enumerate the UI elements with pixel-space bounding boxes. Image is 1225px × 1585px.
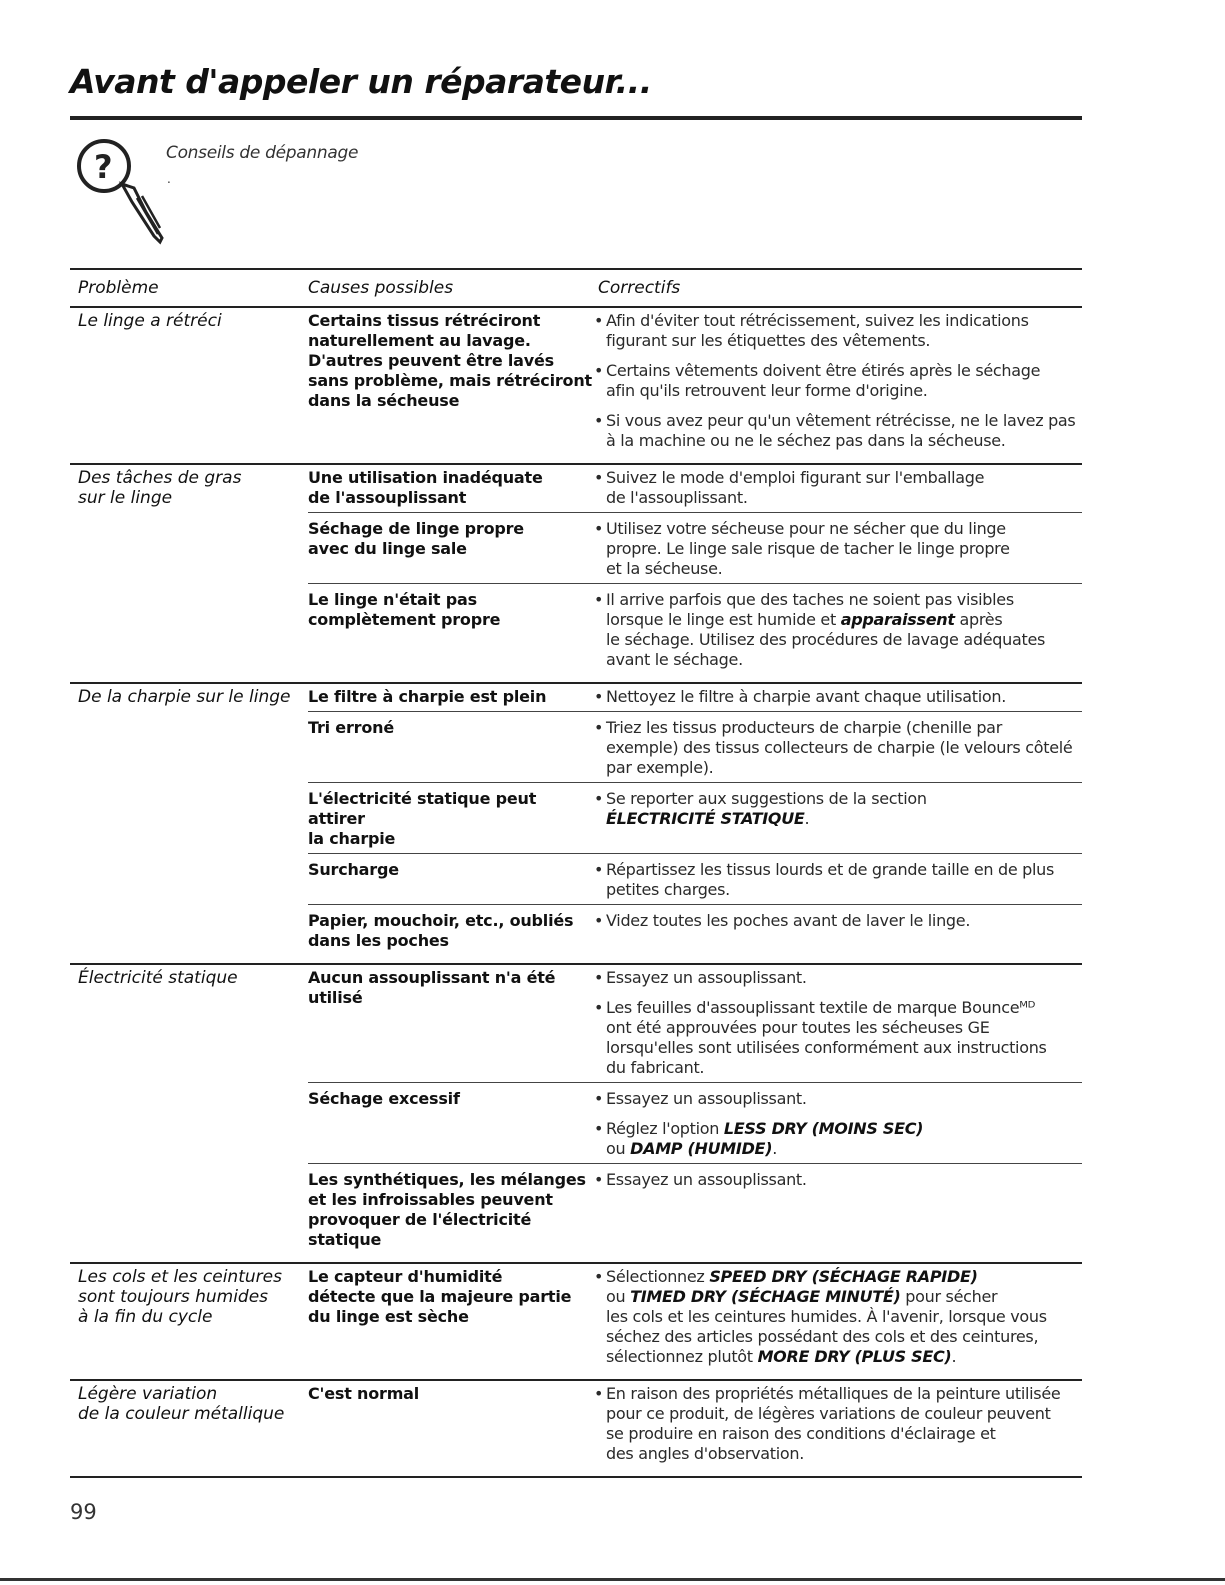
problem-row (70, 308, 1082, 465)
cause-text: Certains tissus rétréciront naturellement au lavage. D'autres peuvent être lavés sans problème, mais rétréciront dans la sécheuse (308, 311, 592, 410)
bottom-rule (0, 1578, 1225, 1581)
fix-item (592, 361, 1082, 401)
cause-text: Séchage de linge propre avec du linge sale (308, 519, 524, 558)
bullet-icon: • (594, 1170, 604, 1189)
fix-text: Essayez un assouplissant. (606, 1089, 807, 1108)
bullet-icon: • (594, 968, 604, 987)
cause-text: Le capteur d'humidité détecte que la majeure partie du linge est sèche (308, 1267, 572, 1326)
problem-row (70, 965, 1082, 1264)
bullet-icon: • (594, 789, 604, 808)
fix-item (592, 789, 1082, 829)
problem-label: Des tâches de gras sur le linge (78, 468, 242, 508)
problem-row (70, 1381, 1082, 1478)
bullet-icon: • (594, 911, 604, 930)
fix-list (592, 789, 1082, 849)
cause-text: Une utilisation inadéquate de l'assouplissant (308, 468, 543, 507)
bullet-icon: • (594, 1267, 604, 1286)
cause-row (308, 1082, 1082, 1163)
fix-text: Certains vêtements doivent être étirés après le séchage afin qu'ils retrouvent leur forme d'origine. (606, 361, 1041, 400)
fix-text: Suivez le mode d'emploi figurant sur l'emballage de l'assouplissant. (606, 468, 985, 507)
cause-text: Le filtre à charpie est plein (308, 687, 547, 706)
fix-item (592, 1119, 1082, 1159)
problem-label: Légère variation de la couleur métallique (78, 1384, 285, 1424)
fix-text: Les feuilles d'assouplissant textile de marque Bounceᴹᴰ ont été approuvées pour toutes les sécheuses GE lorsqu'elles sont utilisées conformément aux instructions du fabricant. (606, 998, 1047, 1077)
fix-item (592, 311, 1082, 351)
cause-text: Le linge n'était pas complètement propre (308, 590, 501, 629)
cause-row (308, 782, 1082, 853)
bullet-icon: • (594, 468, 604, 487)
fix-item (592, 998, 1082, 1078)
cause-row (308, 1163, 1082, 1254)
header-probleme: Problème (78, 278, 159, 298)
tips-dot: . (167, 172, 171, 186)
problem-label: De la charpie sur le linge (78, 687, 291, 707)
problem-row (70, 684, 1082, 965)
fix-item (592, 687, 1082, 707)
page-title: Avant d'appeler un réparateur... (70, 62, 652, 101)
page-number: 99 (70, 1500, 97, 1524)
fix-item (592, 519, 1082, 579)
problem-label: Électricité statique (78, 968, 238, 988)
cause-row (308, 1384, 1082, 1468)
fix-text: Répartissez les tissus lourds et de grande taille en de plus petites charges. (606, 860, 1055, 899)
fix-list (592, 1089, 1082, 1159)
fix-list (592, 1267, 1082, 1367)
fix-list (592, 590, 1082, 670)
cause-row (308, 711, 1082, 782)
fix-text: Triez les tissus producteurs de charpie (chenille par exemple) des tissus collecteurs de charpie (le velours côtelé par exemple). (606, 718, 1073, 777)
problem-label: Le linge a rétréci (78, 311, 222, 331)
fix-item (592, 1170, 1082, 1190)
fix-list (592, 718, 1082, 778)
fix-list (592, 1170, 1082, 1250)
tips-label: Conseils de dépannage (166, 143, 359, 163)
table-header (70, 268, 1082, 308)
fix-list (592, 860, 1082, 900)
cause-row (308, 583, 1082, 674)
cause-text: Surcharge (308, 860, 399, 879)
header-correctifs: Correctifs (598, 278, 681, 298)
fix-list (592, 519, 1082, 579)
fix-list (592, 311, 1082, 451)
cause-row (308, 512, 1082, 583)
cause-row (308, 968, 1082, 1082)
fix-list (592, 1384, 1082, 1464)
svg-text:?: ? (94, 148, 113, 186)
bullet-icon: • (594, 311, 604, 330)
fix-text: Utilisez votre sécheuse pour ne sécher que du linge propre. Le linge sale risque de tacher le linge propre et la sécheuse. (606, 519, 1010, 578)
bullet-icon: • (594, 411, 604, 430)
fix-text: Afin d'éviter tout rétrécissement, suivez les indications figurant sur les étiquettes des vêtements. (606, 311, 1029, 350)
fix-text: Réglez l'option LESS DRY (MOINS SEC) ou DAMP (HUMIDE). (606, 1119, 924, 1158)
magnifier-question-icon (74, 136, 174, 248)
fix-text: Essayez un assouplissant. (606, 1170, 807, 1189)
cause-text: Séchage excessif (308, 1089, 460, 1108)
bullet-icon: • (594, 361, 604, 380)
fix-item (592, 911, 1082, 931)
cause-row (308, 904, 1082, 955)
fix-text: Sélectionnez SPEED DRY (SÉCHAGE RAPIDE) ou TIMED DRY (SÉCHAGE MINUTÉ) pour sécher les cols et les ceintures humides. À l'avenir, lorsque vous séchez des articles possédant des cols et des ceintures, sélectionnez plutôt MORE DRY (PLUS SEC). (606, 1267, 1047, 1366)
fix-text: Videz toutes les poches avant de laver le linge. (606, 911, 971, 930)
bullet-icon: • (594, 998, 604, 1017)
cause-row (308, 687, 1082, 711)
fix-list (592, 687, 1082, 707)
fix-list (592, 468, 1082, 508)
header-causes: Causes possibles (308, 278, 454, 298)
troubleshooting-table (70, 268, 1082, 1478)
bullet-icon: • (594, 687, 604, 706)
bullet-icon: • (594, 860, 604, 879)
fix-item (592, 718, 1082, 778)
problem-row (70, 465, 1082, 684)
fix-text: Essayez un assouplissant. (606, 968, 807, 987)
bullet-icon: • (594, 1119, 604, 1138)
fix-item (592, 860, 1082, 900)
cause-row (308, 468, 1082, 512)
cause-text: C'est normal (308, 1384, 420, 1403)
fix-item (592, 411, 1082, 451)
fix-list (592, 968, 1082, 1078)
fix-item (592, 590, 1082, 670)
problem-row (70, 1264, 1082, 1381)
fix-item (592, 1267, 1082, 1367)
title-rule (70, 116, 1082, 120)
bullet-icon: • (594, 718, 604, 737)
fix-text: Se reporter aux suggestions de la section ÉLECTRICITÉ STATIQUE. (606, 789, 927, 828)
bullet-icon: • (594, 1089, 604, 1108)
fix-text: Nettoyez le filtre à charpie avant chaque utilisation. (606, 687, 1006, 706)
table-body (70, 308, 1082, 1478)
fix-text: En raison des propriétés métalliques de la peinture utilisée pour ce produit, de légères variations de couleur peuvent se produire en raison des conditions d'éclairage et des angles d'observation. (606, 1384, 1061, 1463)
bullet-icon: • (594, 519, 604, 538)
cause-row (308, 1267, 1082, 1371)
bullet-icon: • (594, 1384, 604, 1403)
bullet-icon: • (594, 590, 604, 609)
problem-label: Les cols et les ceintures sont toujours humides à la fin du cycle (78, 1267, 282, 1327)
cause-row (308, 311, 1082, 455)
fix-item (592, 1384, 1082, 1464)
fix-item (592, 1089, 1082, 1109)
fix-text: Il arrive parfois que des taches ne soient pas visibles lorsque le linge est humide et apparaissent après le séchage. Utilisez des procédures de lavage adéquates avant le séchage. (606, 590, 1046, 669)
cause-text: Tri erroné (308, 718, 394, 737)
cause-text: Aucun assouplissant n'a été utilisé (308, 968, 556, 1007)
fix-text: Si vous avez peur qu'un vêtement rétrécisse, ne le lavez pas à la machine ou ne le séchez pas dans la sécheuse. (606, 411, 1076, 450)
cause-text: Les synthétiques, les mélanges et les infroissables peuvent provoquer de l'électricité statique (308, 1170, 586, 1249)
cause-text: L'électricité statique peut attirer la charpie (308, 789, 537, 848)
cause-text: Papier, mouchoir, etc., oubliés dans les poches (308, 911, 574, 950)
fix-item (592, 968, 1082, 988)
cause-row (308, 853, 1082, 904)
fix-list (592, 911, 1082, 951)
fix-item (592, 468, 1082, 508)
